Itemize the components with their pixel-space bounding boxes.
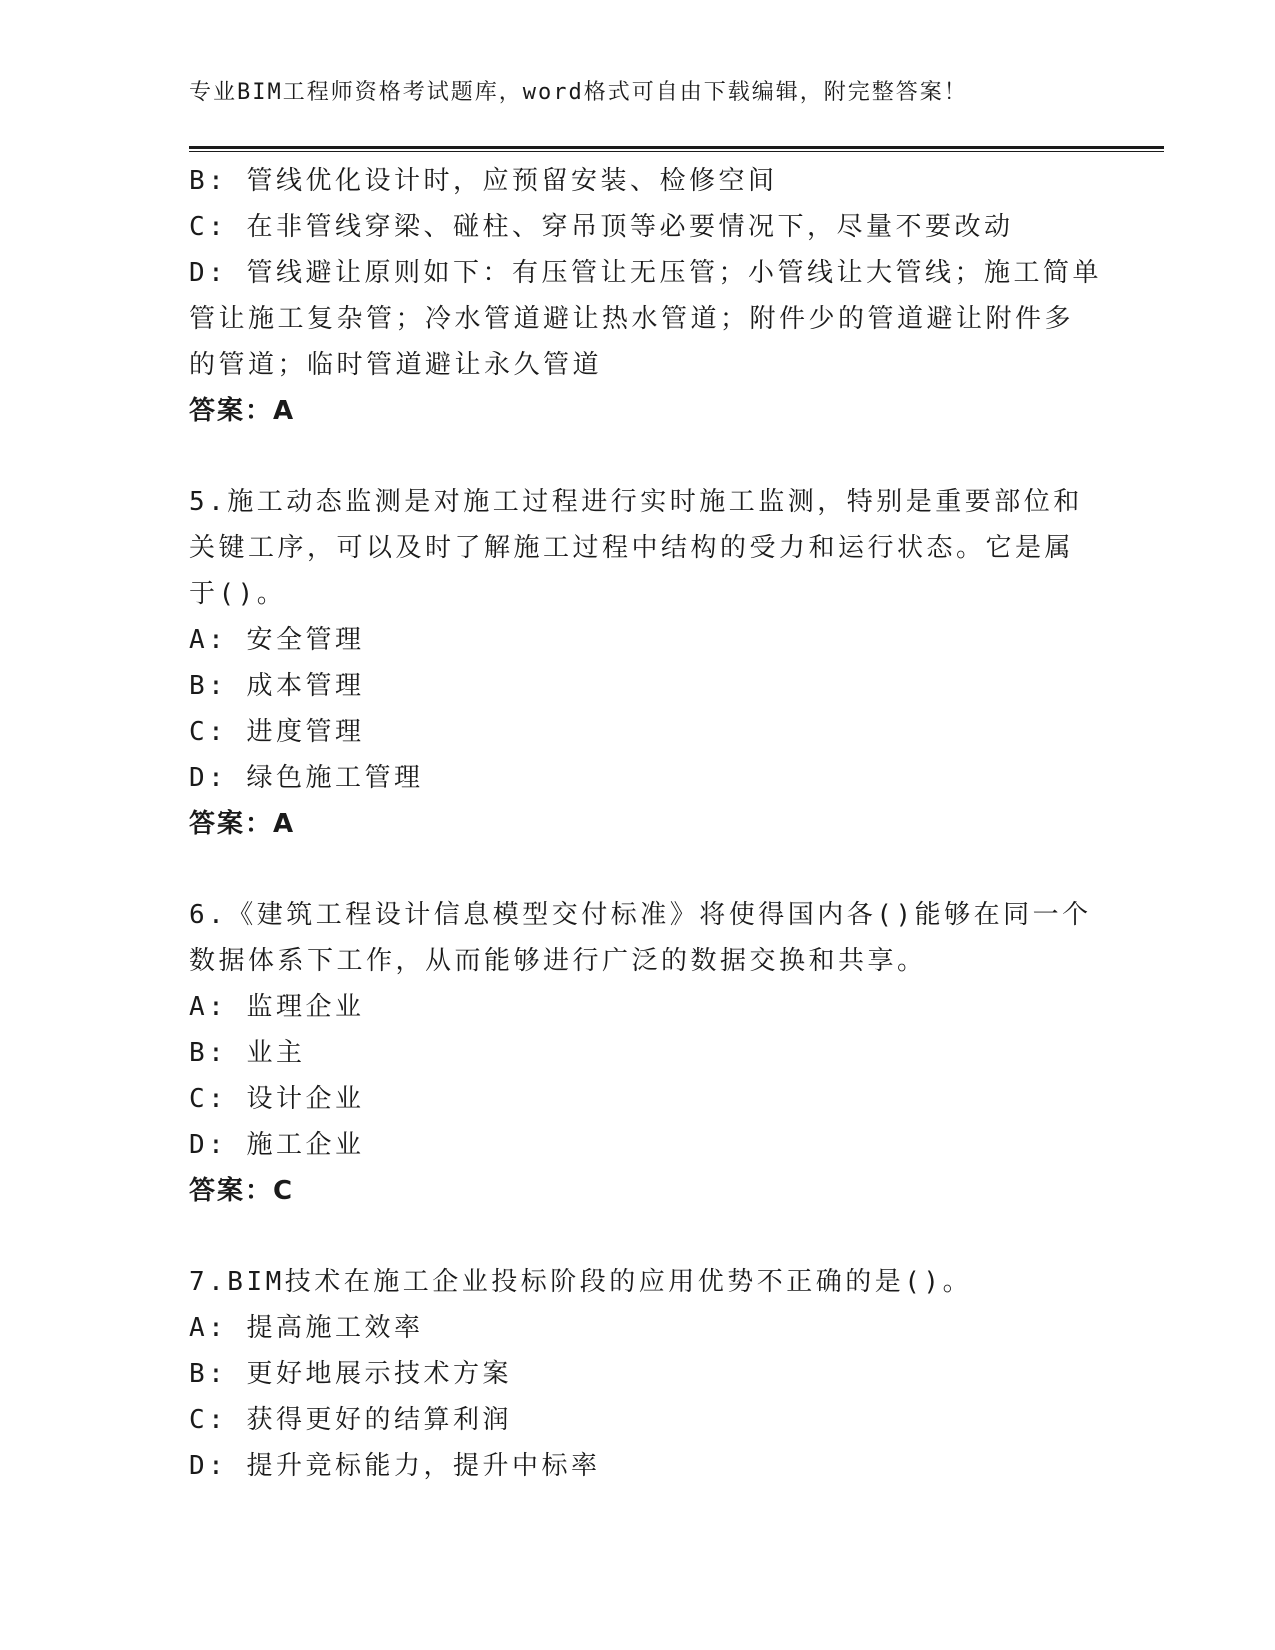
answer-label: 答案：A (189, 396, 296, 426)
question-stem: 7.BIM技术在施工企业投标阶段的应用优势不正确的是()。 (189, 1267, 973, 1297)
option-c: C: 设计企业 (189, 1084, 365, 1114)
question-stem: 数据体系下工作，从而能够进行广泛的数据交换和共享。 (189, 946, 927, 976)
question-stem: 5.施工动态监测是对施工过程进行实时施工监测，特别是重要部位和 (189, 487, 1083, 517)
option-d-continued: 管让施工复杂管；冷水管道避让热水管道；附件少的管道避让附件多 (189, 304, 1075, 334)
option-d: D: 绿色施工管理 (189, 763, 424, 793)
question-content (189, 158, 1102, 1489)
option-c: C: 获得更好的结算利润 (189, 1405, 512, 1435)
page-header: 专业BIM工程师资格考试题库，word格式可自由下载编辑，附完整答案！ (189, 80, 968, 105)
spacer (189, 847, 1089, 892)
option-d-continued: 的管道；临时管道避让永久管道 (189, 350, 603, 380)
spacer (189, 1214, 1089, 1259)
option-b: B: 管线优化设计时，应预留安装、检修空间 (189, 166, 778, 196)
option-d: D: 提升竞标能力，提升中标率 (189, 1451, 601, 1481)
header-divider (189, 146, 1164, 152)
answer-label: 答案：C (189, 1176, 295, 1206)
spacer (189, 434, 1089, 479)
question-6 (189, 892, 1092, 1214)
option-b: B: 业主 (189, 1038, 306, 1068)
question-5 (189, 479, 1089, 847)
question-7 (189, 1259, 1089, 1489)
question-stem: 关键工序，可以及时了解施工过程中结构的受力和运行状态。它是属 (189, 533, 1075, 563)
option-a: A: 安全管理 (189, 625, 365, 655)
option-d: D: 管线避让原则如下：有压管让无压管；小管线让大管线；施工简单 (189, 258, 1102, 288)
option-d: D: 施工企业 (189, 1130, 365, 1160)
question-stem: 于()。 (189, 579, 287, 609)
question-4-continuation (189, 158, 1102, 434)
option-c: C: 进度管理 (189, 717, 365, 747)
question-stem: 6.《建筑工程设计信息模型交付标准》将使得国内各()能够在同一个 (189, 900, 1092, 930)
answer-label: 答案：A (189, 809, 296, 839)
option-b: B: 成本管理 (189, 671, 365, 701)
option-c: C: 在非管线穿梁、碰柱、穿吊顶等必要情况下，尽量不要改动 (189, 212, 1014, 242)
option-a: A: 提高施工效率 (189, 1313, 424, 1343)
option-b: B: 更好地展示技术方案 (189, 1359, 512, 1389)
option-a: A: 监理企业 (189, 992, 365, 1022)
